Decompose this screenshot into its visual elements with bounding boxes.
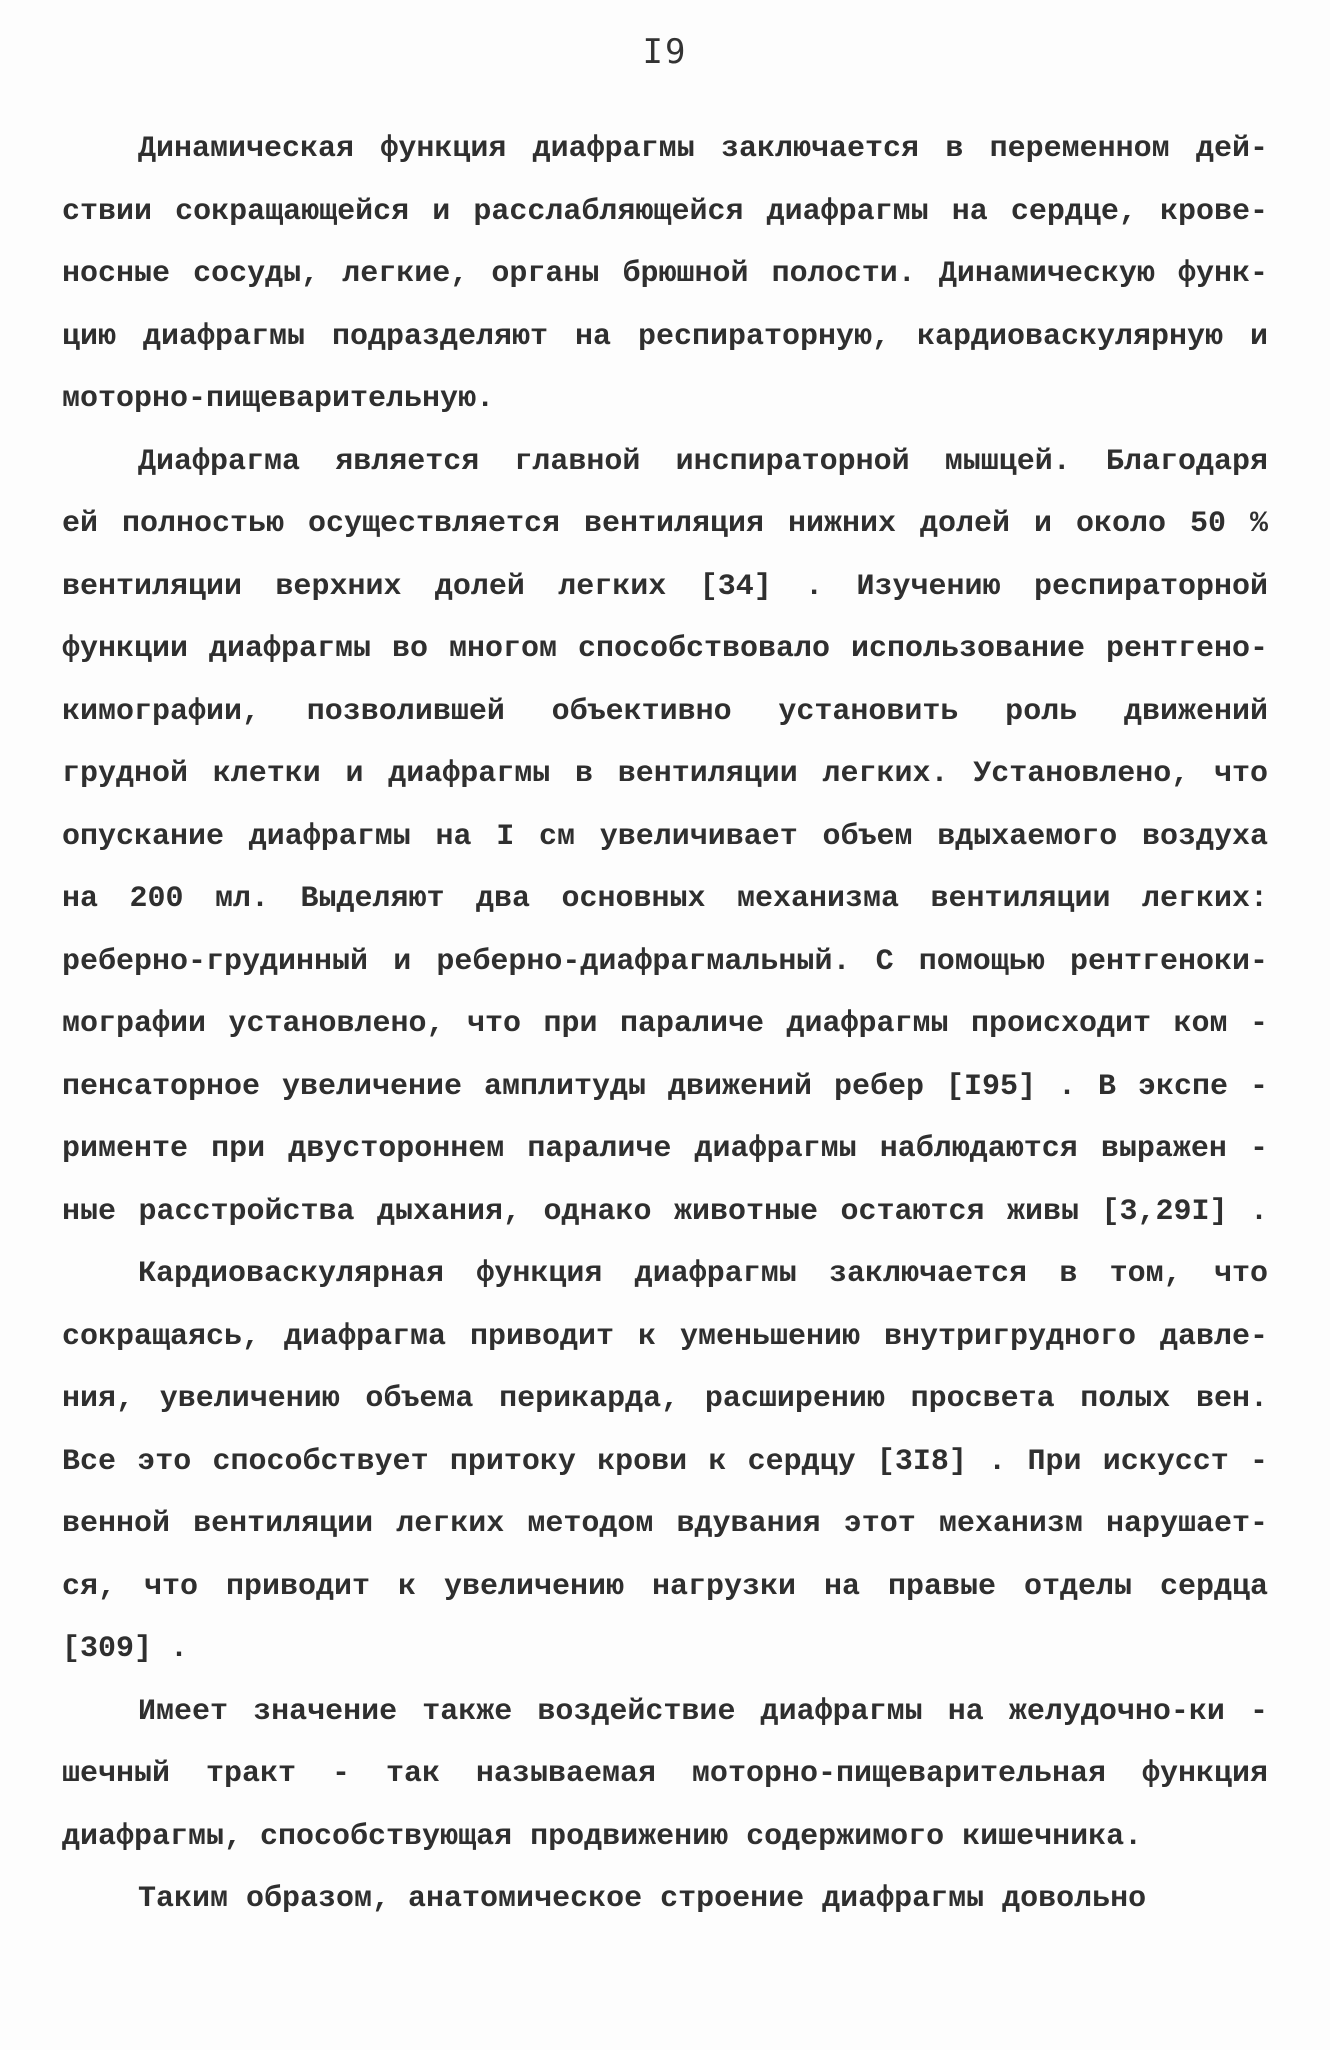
text-line: венной вентиляции легких методом вдувания этот механизм нарушает- <box>62 1507 1268 1541</box>
text-line: цию диафрагмы подразделяют на респираторную, кардиоваскулярную и <box>62 319 1268 354</box>
text-line: пенсаторное увеличение амплитуды движений ребер [I95] . В экспе - <box>62 1069 1268 1104</box>
text-line: ей полностью осуществляется вентиляция нижних долей и около 50 % <box>62 507 1268 541</box>
text-line: Кардиоваскулярная функция диафрагмы заключается в том, что <box>138 1257 1268 1291</box>
text-line: мографии установлено, что при параличе диафрагмы происходит ком - <box>62 1007 1268 1041</box>
text-line: ния, увеличению объема перикарда, расширению просвета полых вен. <box>62 1382 1268 1416</box>
text-line: грудной клетки и диафрагмы в вентиляции легких. Установлено, что <box>62 757 1268 791</box>
text-line: [309] . <box>62 1632 189 1666</box>
text-line: носные сосуды, легкие, органы брюшной полости. Динамическую функ- <box>62 257 1268 291</box>
text-line: диафрагмы, способствующая продвижению содержимого кишечника. <box>62 1819 1143 1854</box>
text-line: ся, что приводит к увеличению нагрузки на правые отделы сердца <box>62 1569 1268 1604</box>
text-line: на 200 мл. Выделяют два основных механизма вентиляции легких: <box>62 882 1268 916</box>
text-line: ные расстройства дыхания, однако животные остаются живы [3,29I] . <box>62 1194 1268 1229</box>
text-line: Таким образом, анатомическое строение диафрагмы довольно <box>138 1882 1147 1916</box>
text-line: рименте при двустороннем параличе диафрагмы наблюдаются выражен - <box>62 1132 1268 1166</box>
body-text <box>62 118 1268 1931</box>
text-line: Динамическая функция диафрагмы заключается в переменном дей- <box>138 132 1268 166</box>
text-line: функции диафрагмы во многом способствовало использование рентгено- <box>62 632 1268 666</box>
text-line: шечный тракт - так называемая моторно-пищеварительная функция <box>62 1757 1268 1791</box>
text-line: кимографии, позволившей объективно установить роль движений <box>62 694 1268 729</box>
text-line: Имеет значение также воздействие диафрагмы на желудочно-ки - <box>138 1694 1268 1729</box>
text-line: сокращаясь, диафрагма приводит к уменьшению внутригрудного давле- <box>62 1319 1268 1354</box>
text-line: Диафрагма является главной инспираторной мышцей. Благодаря <box>138 444 1268 479</box>
page-number: I9 <box>642 32 688 72</box>
text-line: ствии сокращающейся и расслабляющейся диафрагмы на сердце, крове- <box>62 194 1268 229</box>
text-line: моторно-пищеварительную. <box>62 382 495 416</box>
text-line: вентиляции верхних долей легких [34] . Изучению респираторной <box>62 569 1268 604</box>
text-line: опускание диафрагмы на I см увеличивает объем вдыхаемого воздуха <box>62 819 1268 854</box>
text-line: реберно-грудинный и реберно-диафрагмальный. С помощью рентгеноки- <box>62 944 1268 979</box>
text-line: Все это способствует притоку крови к сердцу [3I8] . При искусст - <box>62 1444 1268 1479</box>
